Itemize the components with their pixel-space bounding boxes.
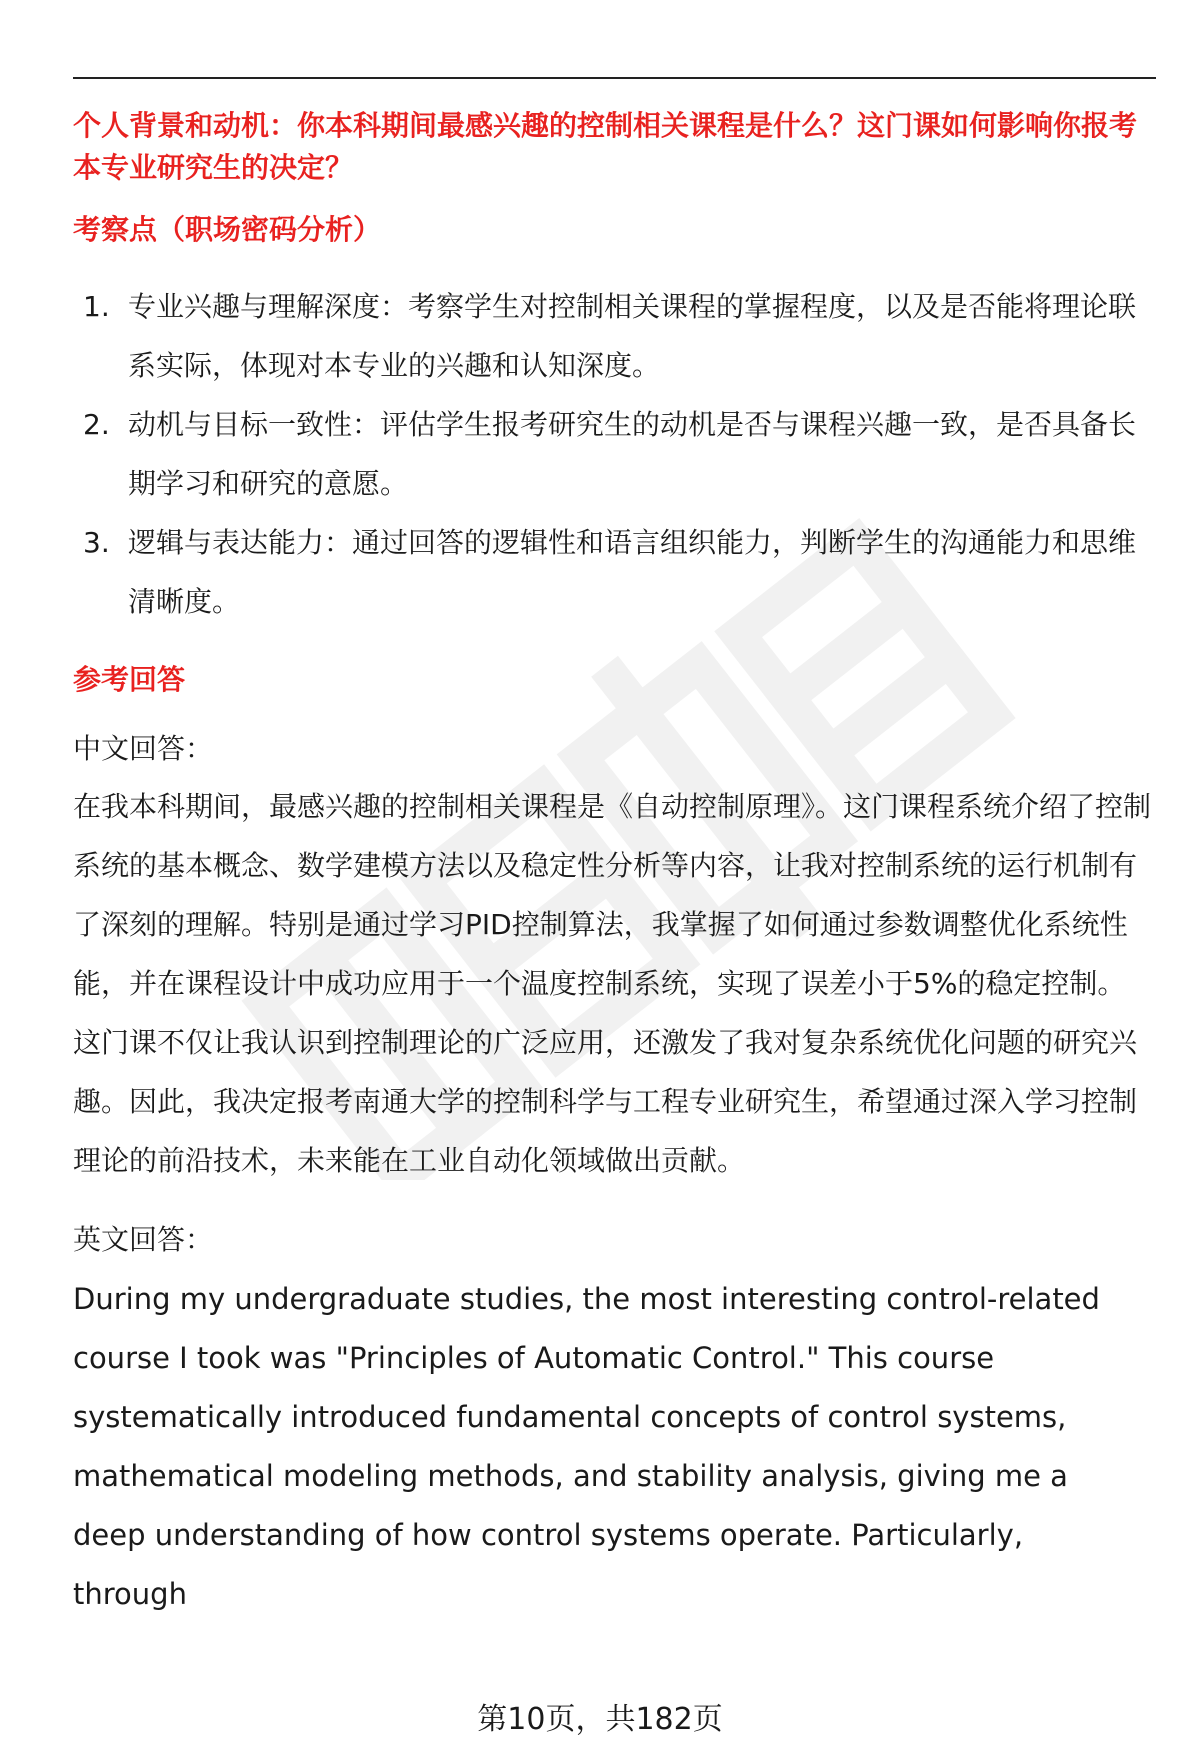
chinese-answer-label: 中文回答： [73,732,214,765]
analysis-point [73,395,1153,513]
chinese-answer-text: 在我本科期间，最感兴趣的控制相关课程是《自动控制原理》。这门课程系统介绍了控制系统的基本概念、数学建模方法以及稳定性分析等内容，让我对控制系统的运行机制有了深刻的理解。特别是通过学习PID控制算法，我掌握了如何通过参数调整优化系统性能，并在课程设计中成功应用于一个温度控制系统，实现了误差小于5%的稳定控制。这门课不仅让我认识到控制理论的广泛应用，还激发了我对复杂系统优化问题的研究兴趣。因此，我决定报考南通大学的控制科学与工程专业研究生，希望通过深入学习控制理论的前沿技术，未来能在工业自动化领域做出贡献。 [73,790,1152,1177]
header-rule [73,77,1156,79]
analysis-point [73,277,1153,395]
analysis-heading: 考察点（职场密码分析） [73,213,382,246]
analysis-points-list [73,277,1153,631]
point-text: 动机与目标一致性：评估学生报考研究生的动机是否与课程兴趣一致，是否具备长期学习和研究的意愿。 [128,408,1137,500]
point-number: 1. [83,290,110,323]
english-answer-text: During my undergraduate studies, the most interesting control-related course I took was "Principles of Automatic Control." This course systematically introduced fundamental concepts of control systems, mathematical modeling methods, and stability analysis, giving me a deep understanding of how control systems operate. Particularly, through [73,1282,1100,1611]
analysis-point [73,513,1153,631]
point-text: 专业兴趣与理解深度：考察学生对控制相关课程的掌握程度，以及是否能将理论联系实际，体现对本专业的兴趣和认知深度。 [128,290,1137,382]
question-heading: 个人背景和动机：你本科期间最感兴趣的控制相关课程是什么？这门课如何影响你报考本专业研究生的决定？ [73,109,1138,184]
content-body [73,105,1153,1624]
english-answer-label: 英文回答： [73,1223,214,1256]
point-text: 逻辑与表达能力：通过回答的逻辑性和语言组织能力，判断学生的沟通能力和思维清晰度。 [128,526,1137,618]
point-number: 3. [83,526,110,559]
point-number: 2. [83,408,110,441]
reference-heading: 参考回答 [73,663,186,696]
page-number-footer: 第10页，共182页 [477,1702,723,1737]
